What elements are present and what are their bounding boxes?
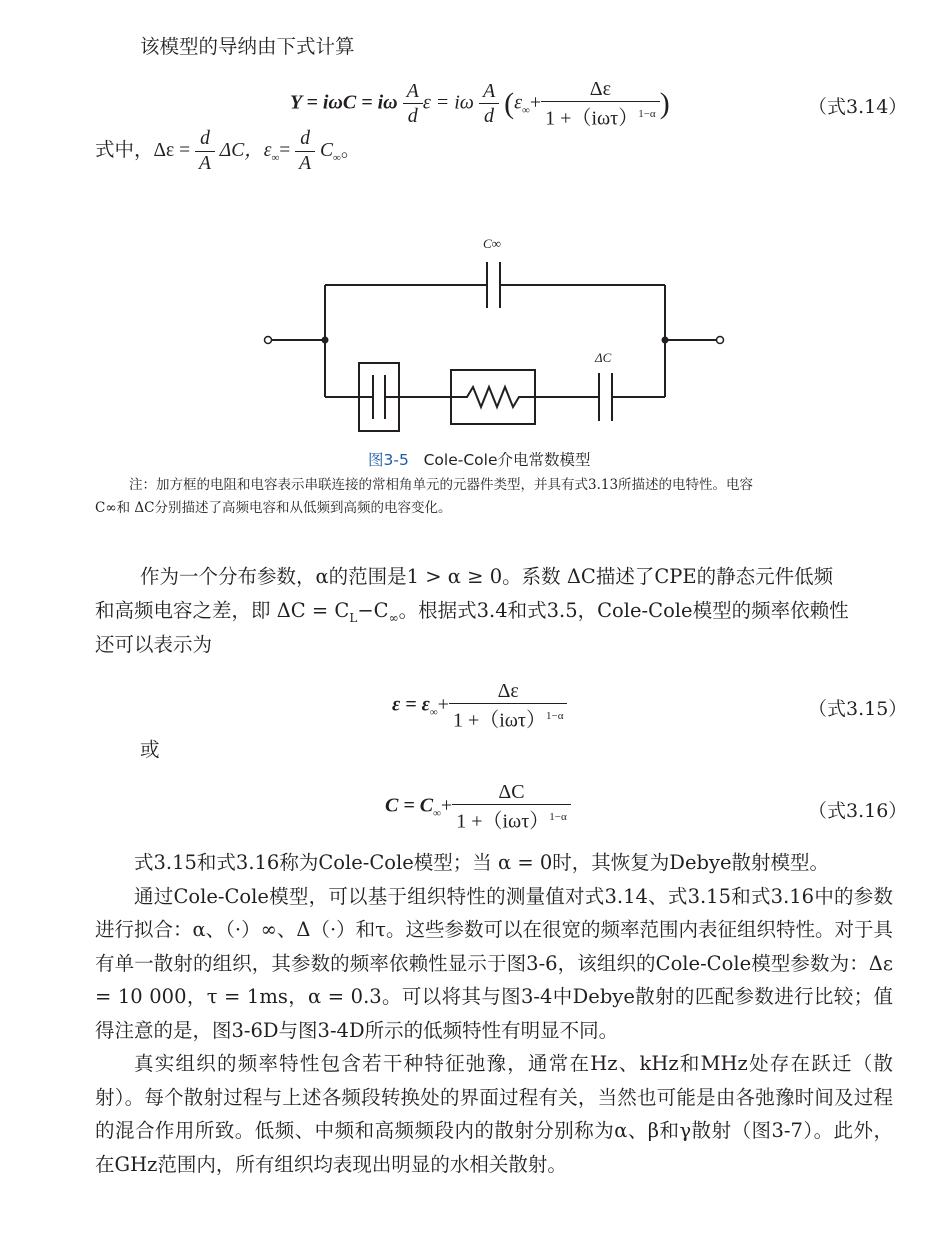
eq314-plus: + (529, 91, 542, 114)
eq314-number: （式3.14） (808, 96, 908, 118)
eq315-frac-sup: 1−α (545, 710, 564, 722)
eq314-lhs: Y = iωC = iω (290, 91, 398, 114)
para1-sub-inf: ∞ (388, 610, 399, 625)
figure-title: Cole-Cole介电常数模型 (423, 451, 591, 469)
eq314-paren-close: ) (659, 86, 670, 120)
eq316-number: （式3.16） (808, 800, 908, 822)
figure-caption (368, 448, 591, 470)
where-part3: = (279, 139, 291, 161)
where-part2: ΔC，ε (219, 139, 272, 161)
para2: 式3.15和式3.16称为Cole-Cole模型；当 α = 0时，其恢复为Debye散射模型。 (134, 851, 830, 874)
para4: 真实组织的频率特性包含若干种特征弛豫，通常在Hz、kHz和MHz处存在跃迁（散射）。每个散射过程与上述各频段转换处的界面过程有关，当然也可能是由各弛豫时间及过程的混合作用所致。低频、中频和高频频段内的散射分别称为α、β和γ散射（图3-7）。此外，在GHz范围内，所有组织均表现出明显的水相关散射。 (95, 1052, 893, 1176)
where-end: 。 (340, 139, 361, 161)
eq315-plus: + (437, 693, 449, 716)
where-frac-a-den: A (199, 153, 211, 174)
where-prefix: 式中， (95, 139, 154, 161)
eq315-frac-num: Δε (449, 680, 568, 704)
eq315-frac (449, 680, 568, 732)
eq314-frac1 (403, 80, 423, 127)
eq314-paren-open: ( (504, 86, 515, 120)
eq314-frac2-den: d (484, 105, 495, 128)
eq316-plus: + (440, 794, 453, 817)
cole-cole-circuit-diagram (255, 230, 735, 440)
eq315-lhs: ε = ε (392, 693, 430, 716)
eq314-frac3-den: 1 +（iωτ） (545, 107, 639, 130)
right-junction (662, 337, 669, 344)
eq316-frac-den: 1 +（iωτ） (456, 810, 550, 833)
eq314-frac3 (541, 78, 660, 130)
label-delta-c: ΔC (595, 350, 612, 365)
eq314-eps: ε (514, 91, 523, 114)
label-c-inf: C∞ (483, 236, 501, 251)
where-line (95, 128, 360, 175)
equation-3-16 (385, 781, 571, 833)
left-terminal (265, 337, 272, 344)
eq315-number: （式3.15） (808, 698, 908, 720)
eq314-frac3-sup: 1−α (638, 108, 656, 120)
eq316-frac-num: ΔC (452, 781, 571, 805)
where-frac-b (295, 128, 315, 175)
figure-note-line2: C∞和 ΔC分别描述了高频电容和从低频到高频的电容变化。 (95, 500, 452, 516)
where-inf: ∞ (271, 151, 280, 164)
eq314-mid: ε = iω (422, 91, 474, 114)
where-part4: C (319, 139, 333, 161)
para1-line3: 还可以表示为 (95, 633, 213, 656)
left-junction (322, 337, 329, 344)
eq316-lhs: C = C (385, 794, 434, 817)
where-frac-b-num: d (295, 128, 315, 152)
where-frac-a (195, 128, 215, 175)
figure-note-line1: 注：加方框的电阻和电容表示串联连接的常相角单元的元器件类型，并具有式3.13所描述的电特性。电容 (129, 477, 754, 493)
figure-number: 图3-5 (368, 451, 409, 469)
eq314-frac1-num: A (403, 80, 423, 104)
where-frac-b-den: A (299, 153, 312, 174)
para1-line2-c: 。根据式3.4和式3.5，Cole-Cole模型的频率依赖性 (398, 599, 849, 622)
where-part1: Δε = (153, 139, 191, 161)
body-paragraphs (95, 846, 893, 1181)
eq316-inf: ∞ (433, 807, 441, 820)
eq314-frac1-den: d (407, 105, 418, 128)
cpe-resistor-zigzag (451, 387, 535, 407)
equation-3-15 (392, 680, 567, 732)
eq314-frac2 (479, 80, 499, 127)
para3: 通过Cole-Cole模型，可以基于组织特性的测量值对式3.14、式3.15和式3.16中的参数进行拟合：α、（·）∞、Δ（·）和τ。这些参数可以在很宽的频率范围内表征组织特性。对于具有单一散射的组织，其参数的频率依赖性显示于图3-6，该组织的Cole-Cole模型参数为：Δε = 10 000，τ = 1ms，α = 0.3。可以将其与图3-4中Debye散射的匹配参数进行比较；值得注意的是，图3-6D与图3-4D所示的低频特性有明显不同。 (95, 884, 893, 1042)
para1-line2-b: −C (357, 599, 389, 622)
intro-text: 该模型的导纳由下式计算 (140, 35, 355, 58)
eq315-inf: ∞ (429, 706, 438, 719)
eq315-frac-den: 1 +（iωτ） (452, 709, 546, 732)
equation-3-14 (290, 78, 670, 130)
para1-line1: 作为一个分布参数，α的范围是1 > α ≥ 0。系数 ΔC描述了CPE的静态元件低频 (140, 565, 834, 588)
eq316-frac-sup: 1−α (549, 811, 567, 823)
eq316-frac (452, 781, 571, 833)
or-text: 或 (140, 738, 160, 761)
where-inf2: ∞ (332, 151, 341, 164)
para1-sub-l: L (349, 610, 358, 625)
eq314-frac3-num: Δε (541, 78, 660, 102)
eq314-inf: ∞ (522, 104, 530, 117)
right-terminal (717, 337, 724, 344)
eq314-frac2-num: A (479, 80, 499, 104)
where-frac-a-num: d (195, 128, 215, 152)
para1-line2-a: 和高频电容之差，即 ΔC = C (95, 599, 350, 622)
